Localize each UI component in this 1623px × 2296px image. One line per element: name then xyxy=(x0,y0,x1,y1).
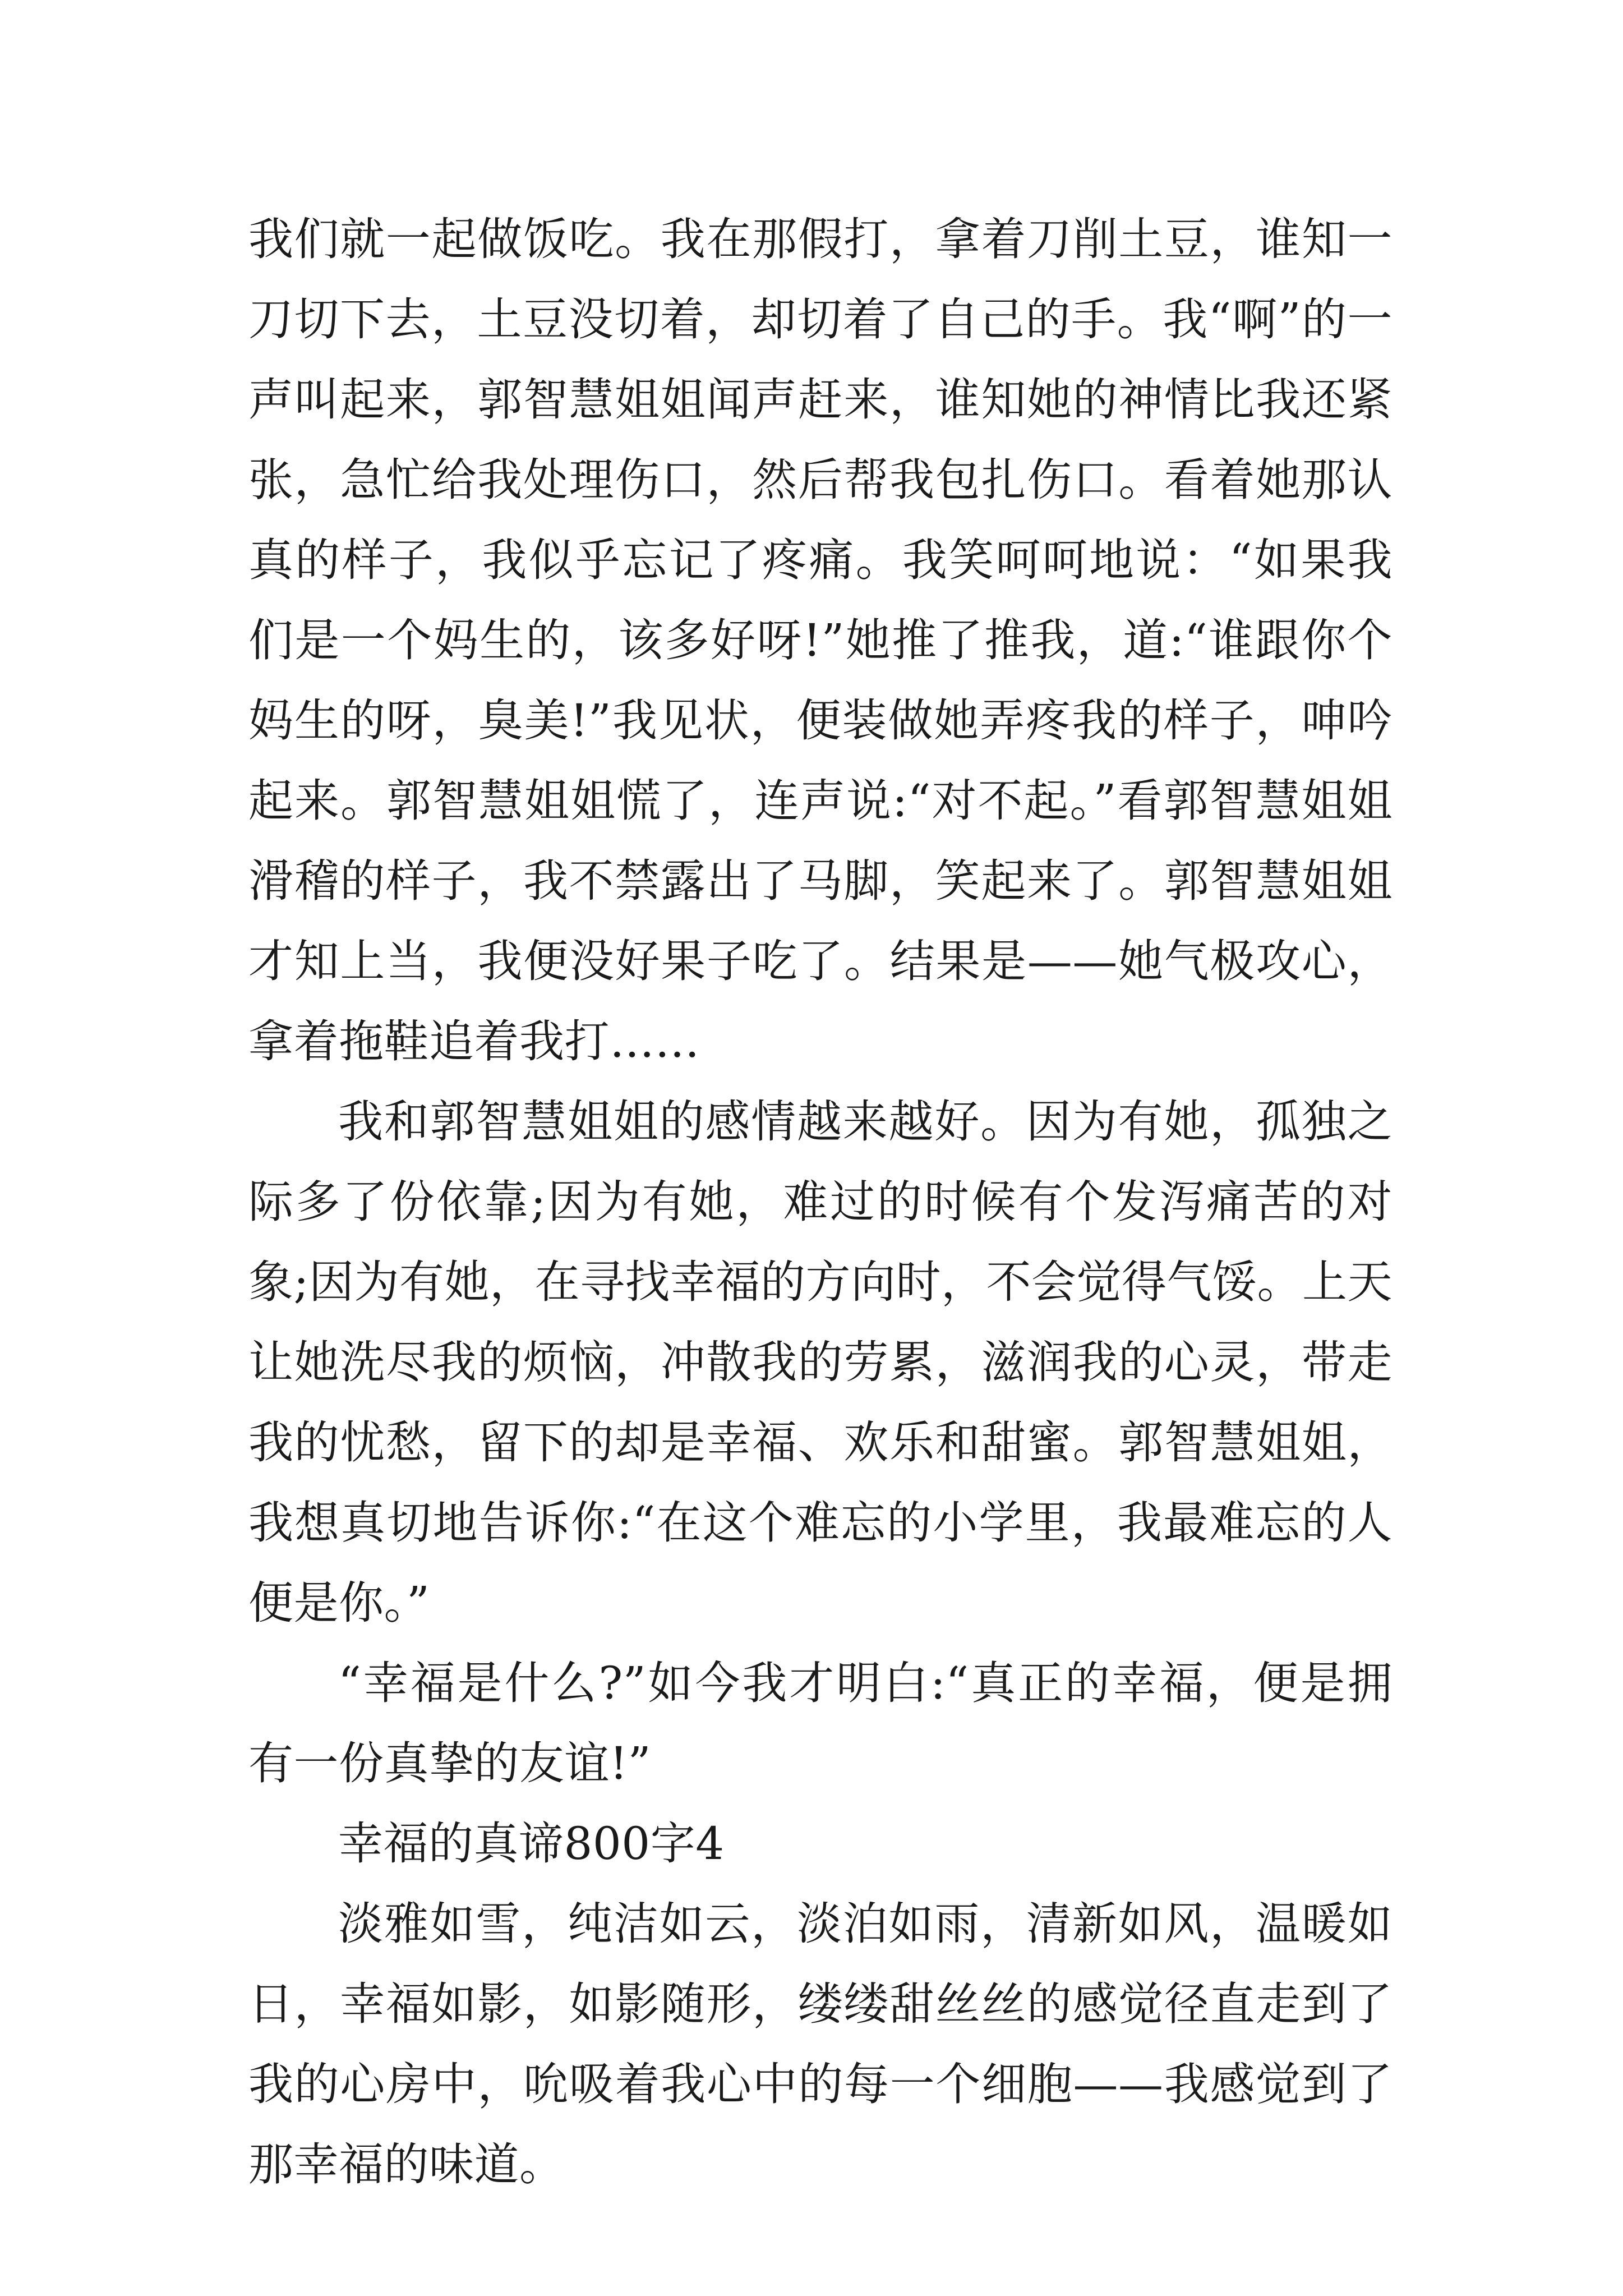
paragraph-happiness-question: “幸福是什么?”如今我才明白:“真正的幸福，便是拥有一份真挚的友谊!” xyxy=(248,1657,1393,1789)
paragraph-cooking-story: 我们就一起做饭吃。我在那假打，拿着刀削土豆，谁知一刀切下去，土豆没切着，却切着了自己的手。我“啊”的一声叫起来，郭智慧姐姐闻声赶来，谁知她的神情比我还紧张，急忙给我处理伤口，然后帮我包扎伤口。看着她那认真的样子，我似乎忘记了疼痛。我笑呵呵地说：“如果我们是一个妈生的，该多好呀!”她推了推我，道:“谁跟你个妈生的呀，臭美!”我见状，便装做她弄疼我的样子，呻吟起来。郭智慧姐姐慌了，连声说:“对不起。”看郭智慧姐姐滑稽的样子，我不禁露出了马脚，笑起来了。郭智慧姐姐才知上当，我便没好果子吃了。结果是——她气极攻心，拿着拖鞋追着我打…… xyxy=(248,213,1393,1068)
paragraph-friendship: 我和郭智慧姐姐的感情越来越好。因为有她，孤独之际多了份依靠;因为有她，难过的时候有个发泻痛苦的对象;因为有她，在寻找幸福的方向时，不会觉得气馁。上天让她洗尽我的烦恼，冲散我的劳累，滋润我的心灵，带走我的忧愁，留下的却是幸福、欢乐和甜蜜。郭智慧姐姐，我想真切地告诉你:“在这个难忘的小学里，我最难忘的人便是你。” xyxy=(248,1096,1393,1629)
section-heading: 幸福的真谛800字4 xyxy=(338,1818,725,1870)
document-body xyxy=(248,199,1393,2205)
paragraph-happiness-taste: 淡雅如雪，纯洁如云，淡泊如雨，清新如风，温暖如日，幸福如影，如影随形，缕缕甜丝丝的感觉径直走到了我的心房中，吮吸着我心中的每一个细胞——我感觉到了那幸福的味道。 xyxy=(248,1898,1393,2191)
